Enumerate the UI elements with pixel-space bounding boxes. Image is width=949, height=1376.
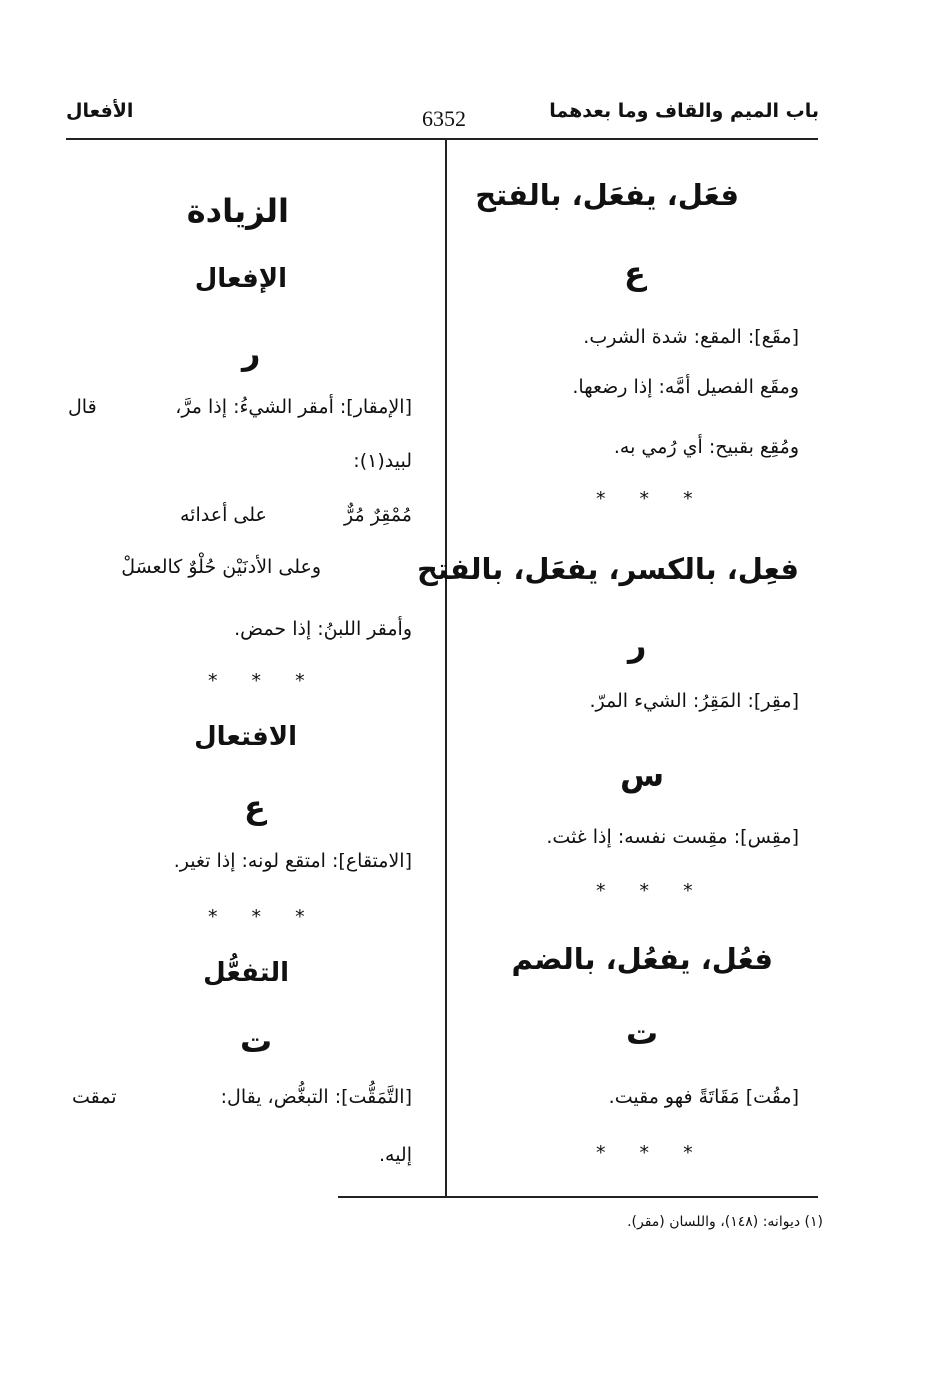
separator-stars: * * * <box>596 880 707 902</box>
separator-stars: * * * <box>208 670 319 692</box>
letter-heading: ع <box>244 788 266 826</box>
running-title-left: الأفعال <box>66 100 134 122</box>
verse-hemistich: مُمْقِرٌ مُرٌّ <box>344 504 412 526</box>
entry-text: [مقُت] مَقَاتَةً فهو مقيت. <box>608 1086 799 1108</box>
entry-text: ومُقِع بقبيح: أي رُمي به. <box>613 436 799 458</box>
subsection-heading: الإفعال <box>194 264 287 294</box>
entry-text: قال <box>68 396 97 418</box>
entry-text: تمقت <box>72 1086 117 1108</box>
separator-stars: * * * <box>596 488 707 510</box>
letter-heading: ت <box>626 1014 659 1052</box>
page-number: 6352 <box>422 106 466 131</box>
header-rule <box>66 138 818 140</box>
section-heading: فعِل، بالكسر، يفعَل، بالفتح <box>417 552 799 586</box>
entry-text: لبيد(١): <box>353 450 412 472</box>
verse-hemistich: على أعدائه <box>180 504 267 526</box>
letter-heading: ر <box>242 334 261 372</box>
verse-hemistich: وعلى الأدنَيْن حُلْوٌ كالعسَلْ <box>121 556 321 578</box>
footnote: (١) ديوانه: (١٤٨)، واللسان (مقر). <box>627 1214 823 1230</box>
justified-line <box>72 1086 412 1108</box>
entry-text: [مقِس]: مقِست نفسه: إذا غثت. <box>546 826 799 848</box>
column-divider <box>445 140 447 1196</box>
section-heading: فعَل، يفعَل، بالفتح <box>475 178 739 212</box>
letter-heading: ر <box>628 626 647 664</box>
letter-heading: ع <box>624 254 646 292</box>
running-title: باب الميم والقاف وما بعدهما <box>549 100 819 122</box>
section-heading: الزيادة <box>186 192 289 230</box>
letter-heading: ت <box>240 1022 273 1060</box>
letter-heading: س <box>620 756 665 794</box>
separator-stars: * * * <box>596 1142 707 1164</box>
entry-text: ومقَع الفصيل أمَّه: إذا رضعها. <box>572 376 799 398</box>
entry-text: [مقَع]: المقع: شدة الشرب. <box>583 326 799 348</box>
section-heading: فعُل، يفعُل، بالضم <box>511 942 773 976</box>
entry-text: إليه. <box>378 1144 412 1166</box>
subsection-heading: التفعُّل <box>203 958 289 988</box>
subsection-heading: الافتعال <box>194 722 297 752</box>
verse-line <box>180 504 412 526</box>
entry-text: [الامتقاع]: امتقع لونه: إذا تغير. <box>173 850 412 872</box>
entry-text: [الإمقار]: أمقر الشيءُ: إذا مرَّ، <box>175 396 412 418</box>
entry-text: [التَّمَقُّت]: التبغُّض، يقال: <box>220 1086 412 1108</box>
separator-stars: * * * <box>208 906 319 928</box>
justified-line <box>68 396 412 418</box>
footnote-rule <box>338 1196 818 1198</box>
entry-text: [مقِر]: المَقِرُ: الشيء المرّ. <box>589 690 799 712</box>
entry-text: وأمقر اللبنُ: إذا حمض. <box>234 618 412 640</box>
